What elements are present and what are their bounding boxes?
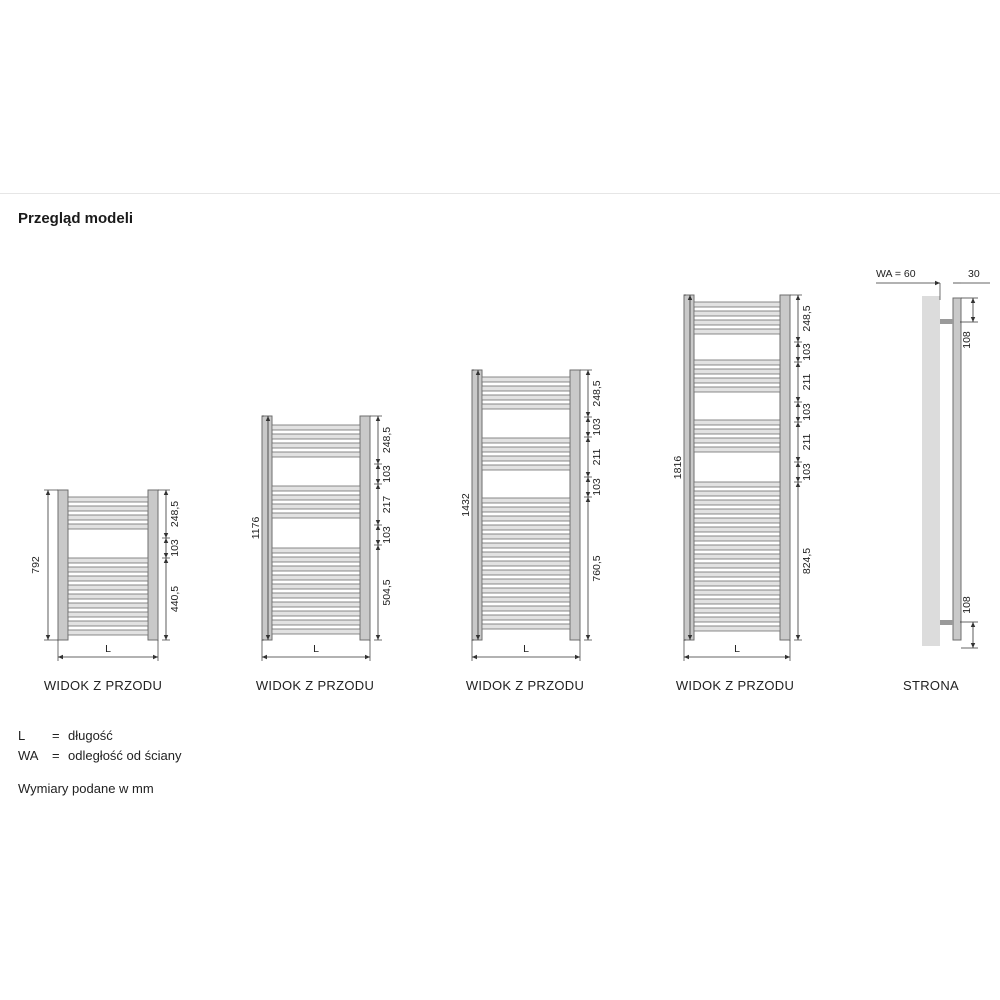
view-label-1: WIDOK Z PRZODU xyxy=(43,678,163,693)
height-label: 1816 xyxy=(671,455,684,480)
width-label: L xyxy=(523,642,529,655)
segment-label: 103 xyxy=(168,539,181,557)
crossbar xyxy=(68,603,148,608)
view-label-3: WIDOK Z PRZODU xyxy=(465,678,585,693)
crossbar xyxy=(68,630,148,635)
crossbar xyxy=(694,545,780,550)
bottom-offset-label: 108 xyxy=(960,596,973,614)
crossbar xyxy=(68,567,148,572)
crossbar xyxy=(694,482,780,487)
legend-desc: długość xyxy=(68,728,113,743)
width-label: L xyxy=(105,642,111,655)
segment-label: 248,5 xyxy=(168,500,181,528)
view-label-4: WIDOK Z PRZODU xyxy=(675,678,795,693)
crossbar xyxy=(482,597,570,602)
left-rail xyxy=(472,370,482,640)
crossbar xyxy=(68,558,148,563)
crossbar xyxy=(482,465,570,470)
crossbar xyxy=(694,369,780,374)
crossbar xyxy=(694,420,780,425)
segment-label: 211 xyxy=(800,433,813,451)
right-rail xyxy=(148,490,158,640)
legend-eq: = xyxy=(52,728,60,743)
crossbar xyxy=(482,507,570,512)
crossbar xyxy=(68,594,148,599)
legend-eq: = xyxy=(52,748,60,763)
crossbar xyxy=(272,486,360,491)
crossbar xyxy=(68,497,148,502)
crossbar xyxy=(694,626,780,631)
front-view-2 xyxy=(250,416,393,661)
crossbar xyxy=(482,588,570,593)
wall xyxy=(922,296,940,646)
crossbar xyxy=(694,599,780,604)
front-view-3 xyxy=(460,370,603,661)
page-title: Przegląd modeli xyxy=(18,210,134,227)
bracket-top xyxy=(940,319,953,324)
view-label-side: STRONA xyxy=(903,678,959,693)
width-label: L xyxy=(313,642,319,655)
crossbar xyxy=(272,434,360,439)
crossbar xyxy=(694,329,780,334)
segment-label: 103 xyxy=(800,403,813,421)
front-view-4 xyxy=(672,295,813,661)
legend-key: WA xyxy=(18,748,39,763)
units-note: Wymiary podane w mm xyxy=(18,781,154,796)
segment-label: 103 xyxy=(590,478,603,496)
view-label-2: WIDOK Z PRZODU xyxy=(255,678,375,693)
crossbar xyxy=(482,543,570,548)
crossbar xyxy=(694,447,780,452)
crossbar xyxy=(482,516,570,521)
crossbar xyxy=(694,590,780,595)
crossbar xyxy=(482,552,570,557)
right-rail xyxy=(780,295,790,640)
width-label: L xyxy=(734,642,740,655)
height-label: 1176 xyxy=(249,516,262,540)
crossbar xyxy=(482,624,570,629)
crossbar xyxy=(68,585,148,590)
crossbar xyxy=(694,563,780,568)
crossbar xyxy=(272,602,360,607)
height-label: 792 xyxy=(29,556,42,574)
crossbar xyxy=(694,536,780,541)
segment-label: 103 xyxy=(380,526,393,544)
crossbar xyxy=(272,566,360,571)
legend-key: L xyxy=(18,728,26,743)
crossbar xyxy=(482,377,570,382)
crossbar xyxy=(482,386,570,391)
wa-label: WA = 60 xyxy=(876,268,916,280)
segment-label: 504,5 xyxy=(380,579,393,606)
segment-label: 103 xyxy=(380,465,393,483)
height-label: 1432 xyxy=(459,493,472,517)
crossbar xyxy=(694,572,780,577)
crossbar xyxy=(694,518,780,523)
segment-label: 217 xyxy=(380,495,393,514)
crossbar xyxy=(482,525,570,530)
crossbar xyxy=(694,302,780,307)
crossbar xyxy=(272,575,360,580)
crossbar xyxy=(694,387,780,392)
crossbar xyxy=(272,611,360,616)
crossbar xyxy=(694,581,780,586)
segment-label: 824,5 xyxy=(800,547,813,575)
side-view xyxy=(876,268,990,648)
right-rail xyxy=(570,370,580,640)
crossbar xyxy=(272,557,360,562)
depth-label: 30 xyxy=(968,268,980,280)
legend-row-length xyxy=(18,728,113,743)
crossbar xyxy=(272,593,360,598)
crossbar xyxy=(272,629,360,634)
right-rail xyxy=(360,416,370,640)
crossbar xyxy=(694,617,780,622)
crossbar xyxy=(482,579,570,584)
crossbar xyxy=(694,429,780,434)
segment-label: 103 xyxy=(590,418,603,436)
crossbar xyxy=(482,438,570,443)
crossbar xyxy=(272,548,360,553)
left-rail xyxy=(684,295,694,640)
crossbar xyxy=(272,504,360,509)
crossbar xyxy=(694,527,780,532)
segment-label: 211 xyxy=(800,373,813,391)
segment-label: 248,5 xyxy=(590,380,603,407)
crossbar xyxy=(272,443,360,448)
crossbar xyxy=(482,456,570,461)
crossbar xyxy=(482,615,570,620)
legend-desc: odległość od ściany xyxy=(68,748,182,763)
crossbar xyxy=(694,311,780,316)
crossbar xyxy=(68,524,148,529)
segment-label: 440,5 xyxy=(168,585,181,613)
left-rail xyxy=(58,490,68,640)
crossbar xyxy=(694,554,780,559)
crossbar xyxy=(272,620,360,625)
legend-row-wall-distance xyxy=(18,748,181,763)
segment-label: 248,5 xyxy=(800,305,813,332)
crossbar xyxy=(68,506,148,511)
left-rail xyxy=(262,416,272,640)
crossbar xyxy=(694,608,780,613)
crossbar xyxy=(694,491,780,496)
front-view-1 xyxy=(30,490,181,661)
crossbar xyxy=(482,498,570,503)
crossbar xyxy=(272,513,360,518)
crossbar xyxy=(482,447,570,452)
crossbar xyxy=(68,612,148,617)
crossbar xyxy=(482,561,570,566)
crossbar xyxy=(694,509,780,514)
segment-label: 103 xyxy=(800,463,813,481)
crossbar xyxy=(68,621,148,626)
top-offset-label: 108 xyxy=(960,331,973,349)
crossbar xyxy=(272,584,360,589)
crossbar xyxy=(68,576,148,581)
crossbar xyxy=(68,515,148,520)
segment-label: 760,5 xyxy=(590,555,603,582)
crossbar xyxy=(694,500,780,505)
crossbar xyxy=(694,378,780,383)
crossbar xyxy=(272,495,360,500)
crossbar xyxy=(482,534,570,539)
segment-label: 211 xyxy=(590,448,603,466)
crossbar xyxy=(694,438,780,443)
crossbar xyxy=(482,395,570,400)
segment-label: 248,5 xyxy=(380,426,393,454)
crossbar xyxy=(272,452,360,457)
crossbar xyxy=(694,360,780,365)
crossbar xyxy=(694,320,780,325)
crossbar xyxy=(272,425,360,430)
crossbar xyxy=(482,570,570,575)
bracket-bottom xyxy=(940,620,953,625)
crossbar xyxy=(482,606,570,611)
crossbar xyxy=(482,404,570,409)
segment-label: 103 xyxy=(800,343,813,361)
